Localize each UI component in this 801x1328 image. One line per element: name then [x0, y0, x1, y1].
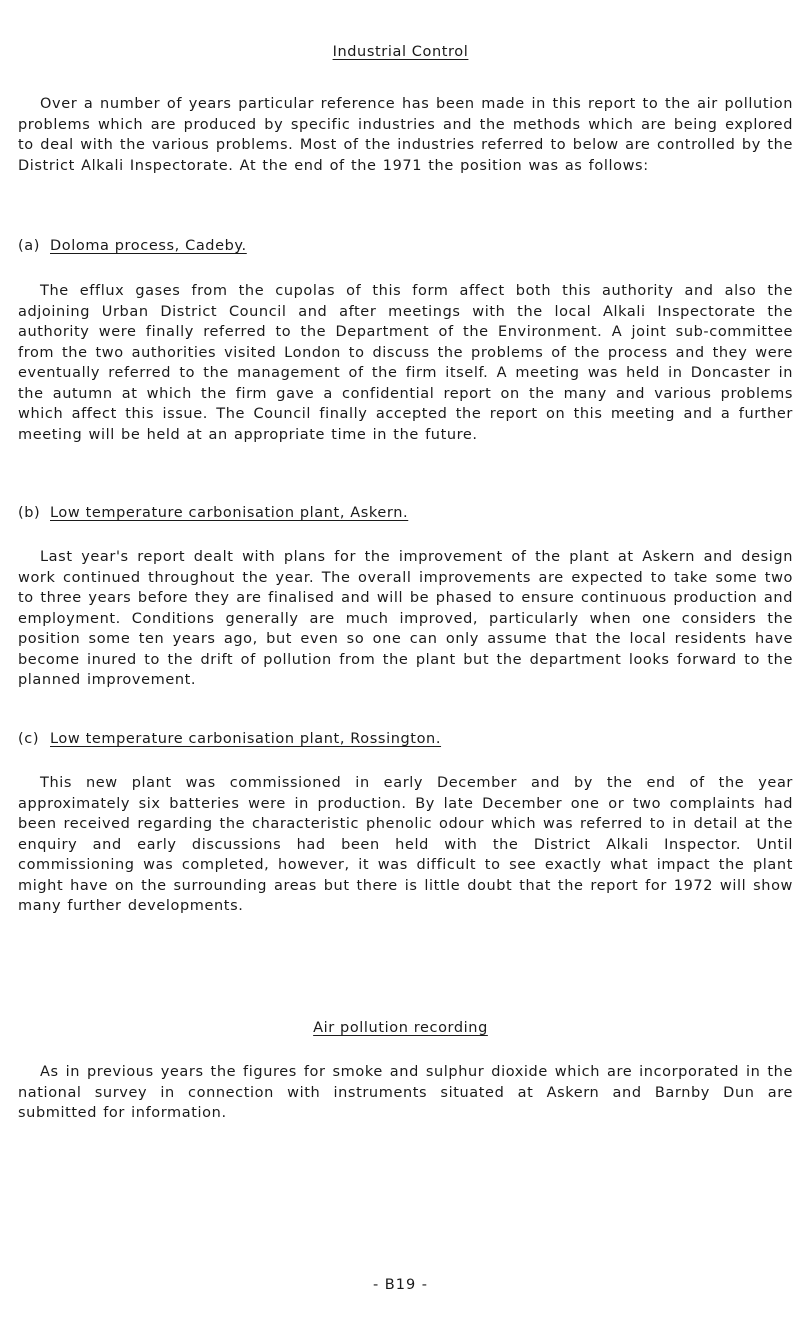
intro-text: Over a number of years particular reference has been made in this report to the air pollution problems which are produced by specific industries and the methods which are being explored to deal with the various problems. Most of the industries referred to below are controlled by the District Alkali Inspectorate. At the end of the 1971 the position was as follows: [18, 96, 793, 174]
section-a-heading [18, 238, 247, 254]
section-a-paragraph [18, 281, 793, 445]
section-a-title: Doloma process, Cadeby. [50, 238, 247, 254]
section-c-label: (c) [18, 731, 40, 747]
section-b-body: Last year's report dealt with plans for the improvement of the plant at Askern and design work continued throughout the year. The overall improvements are expected to take some two to three years before they are finalised and will be phased to ensure continuous production and employment. Conditions generally are much improved, particularly when one considers the position some ten years ago, but even so one can only assume that the local residents have become inured to the drift of pollution from the plant but the department looks forward to the planned improvement. [18, 549, 793, 688]
section-c-body: This new plant was commissioned in early December and by the end of the year approximately six batteries were in production. By late December one or two complaints had been received regarding the characteristic phenolic odour which was referred to in detail at the enquiry and early discussions had been held with the District Alkali Inspector. Until commissioning was completed, however, it was difficult to see exactly what impact the plant might have on the surrounding areas but there is little doubt that the report for 1972 will show many further developments. [18, 775, 793, 914]
section-b-title: Low temperature carbonisation plant, Askern. [50, 505, 409, 521]
air-pollution-heading: Air pollution recording [313, 1020, 488, 1036]
section-c-paragraph [18, 773, 793, 917]
intro-paragraph [18, 94, 793, 176]
air-pollution-body: As in previous years the figures for smoke and sulphur dioxide which are incorporated in the national survey in connection with instruments situated at Askern and Barnby Dun are submitted for information. [18, 1064, 793, 1121]
section-c-heading [18, 731, 441, 747]
page-title: Industrial Control [332, 44, 469, 60]
section-b-label: (b) [18, 505, 41, 521]
section-c-title: Low temperature carbonisation plant, Rossington. [50, 731, 442, 747]
page-number: - B19 - [372, 1277, 429, 1293]
air-pollution-paragraph [18, 1062, 793, 1124]
section-b-paragraph [18, 547, 793, 691]
section-b-heading [18, 505, 408, 521]
section-a-label: (a) [18, 238, 40, 254]
section-a-body: The efflux gases from the cupolas of this form affect both this authority and also the adjoining Urban District Council and after meetings with the local Alkali Inspectorate the authority were finally referred to the Department of the Environment. A joint sub-committee from the two authorities visited London to discuss the problems of the process and they were eventually referred to the management of the firm itself. A meeting was held in Doncaster in the autumn at which the firm gave a confidential report on the many and various problems which affect this issue. The Council finally accepted the report on this meeting and a further meeting will be held at an appropriate time in the future. [18, 283, 793, 443]
